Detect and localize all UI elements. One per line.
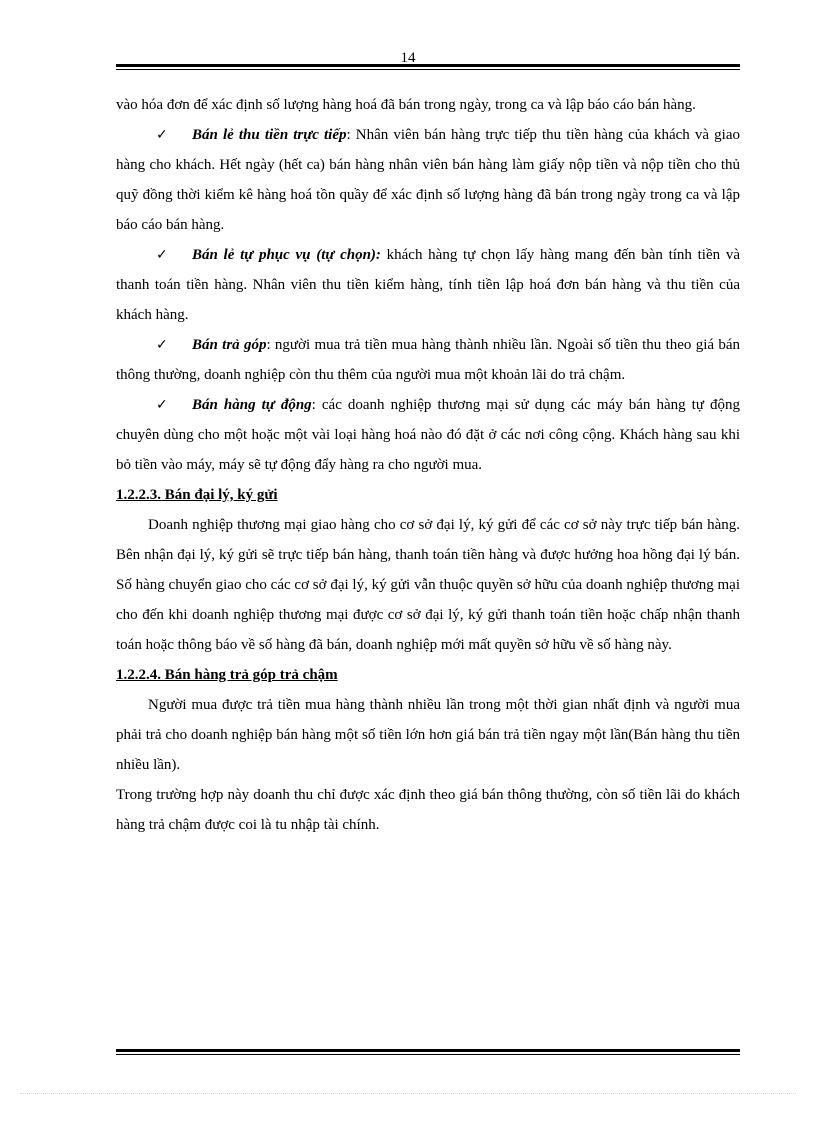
checkmark-icon: ✓: [156, 247, 168, 263]
list-item-self-service: [116, 240, 740, 330]
list-item-term: Bán lẻ tự phục vụ (tự chọn):: [192, 247, 381, 263]
intro-paragraph: vào hóa đơn để xác định số lượng hàng hoá đã bán trong ngày, trong ca và lập báo cáo bán hàng.: [116, 97, 696, 113]
header-rule: [116, 64, 740, 70]
section-paragraph-agency: Doanh nghiệp thương mại giao hàng cho cơ sở đại lý, ký gửi để các cơ sở này trực tiếp bán hàng. Bên nhận đại lý, ký gửi sẽ trực tiếp bán hàng, thanh toán tiền hàng và được hưởng hoa hồng đại lý bán. Số hàng chuyển giao cho các cơ sở đại lý, ký gửi vẫn thuộc quyền sở hữu của doanh nghiệp thương mại cho đến khi doanh nghiệp thương mại được cơ sở đại lý, ký gửi thanh toán tiền hoặc chấp nhận thanh toán hoặc thông báo về số hàng đã bán, doanh nghiệp mới mất quyền sở hữu về số hàng này.: [116, 517, 740, 653]
list-item-text: : Nhân viên bán hàng trực tiếp thu tiền hàng của khách và giao hàng cho khách. Hết ngày (hết ca) bán hàng nhân viên bán hàng làm giấy nộp tiền và nộp tiền cho thủ quỹ đồng thời kiểm kê hàng hoá tồn quầy để xác định số lượng hàng đã bán trong ngày trong ca và lập báo cáo bán hàng.: [116, 127, 740, 233]
list-item-text: : các doanh nghiệp thương mại sử dụng các máy bán hàng tự động chuyên dùng cho một hoặc một vài loại hàng hoá nào đó đặt ở các nơi công cộng. Khách hàng sau khi bỏ tiền vào máy, máy sẽ tự động đẩy hàng ra cho người mua.: [116, 397, 740, 473]
section-heading-installment: 1.2.2.4. Bán hàng trả góp trả chậm: [116, 667, 338, 683]
page-number: 14: [400, 50, 416, 66]
list-item-term: Bán trả góp: [192, 337, 267, 353]
checkmark-icon: ✓: [156, 127, 168, 143]
footer-rule: [116, 1049, 740, 1055]
list-item-direct-retail: [116, 120, 740, 240]
checkmark-icon: ✓: [156, 397, 168, 413]
section-paragraph-installment: Người mua được trả tiền mua hàng thành nhiều lần trong một thời gian nhất định và người mua phải trả cho doanh nghiệp bán hàng một số tiền lớn hơn giá bán trả tiền ngay một lần(Bán hàng thu tiền nhiều lần).: [116, 697, 740, 773]
list-item-term: Bán hàng tự động: [192, 397, 312, 413]
list-item-text: : người mua trả tiền mua hàng thành nhiều lần. Ngoài số tiền thu theo giá bán thông thường, doanh nghiệp còn thu thêm của người mua một khoản lãi do trả chậm.: [116, 337, 740, 383]
section-paragraph-revenue: Trong trường hợp này doanh thu chỉ được xác định theo giá bán thông thường, còn số tiền lãi do khách hàng trả chậm được coi là tu nhập tài chính.: [116, 787, 740, 833]
list-item-term: Bán lẻ thu tiền trực tiếp: [192, 127, 347, 143]
list-item-vending: [116, 390, 740, 480]
list-item-installment: [116, 330, 740, 390]
section-heading-agency: 1.2.2.3. Bán đại lý, ký gửi: [116, 487, 278, 503]
page-edge-divider: [20, 1093, 796, 1094]
checkmark-icon: ✓: [156, 337, 168, 353]
list-item-text: khách hàng tự chọn lấy hàng mang đến bàn tính tiền và thanh toán tiền hàng. Nhân viên thu tiền kiểm hàng, tính tiền lập hoá đơn bán hàng và thu tiền của khách hàng.: [116, 247, 740, 323]
page-body: [116, 90, 740, 840]
